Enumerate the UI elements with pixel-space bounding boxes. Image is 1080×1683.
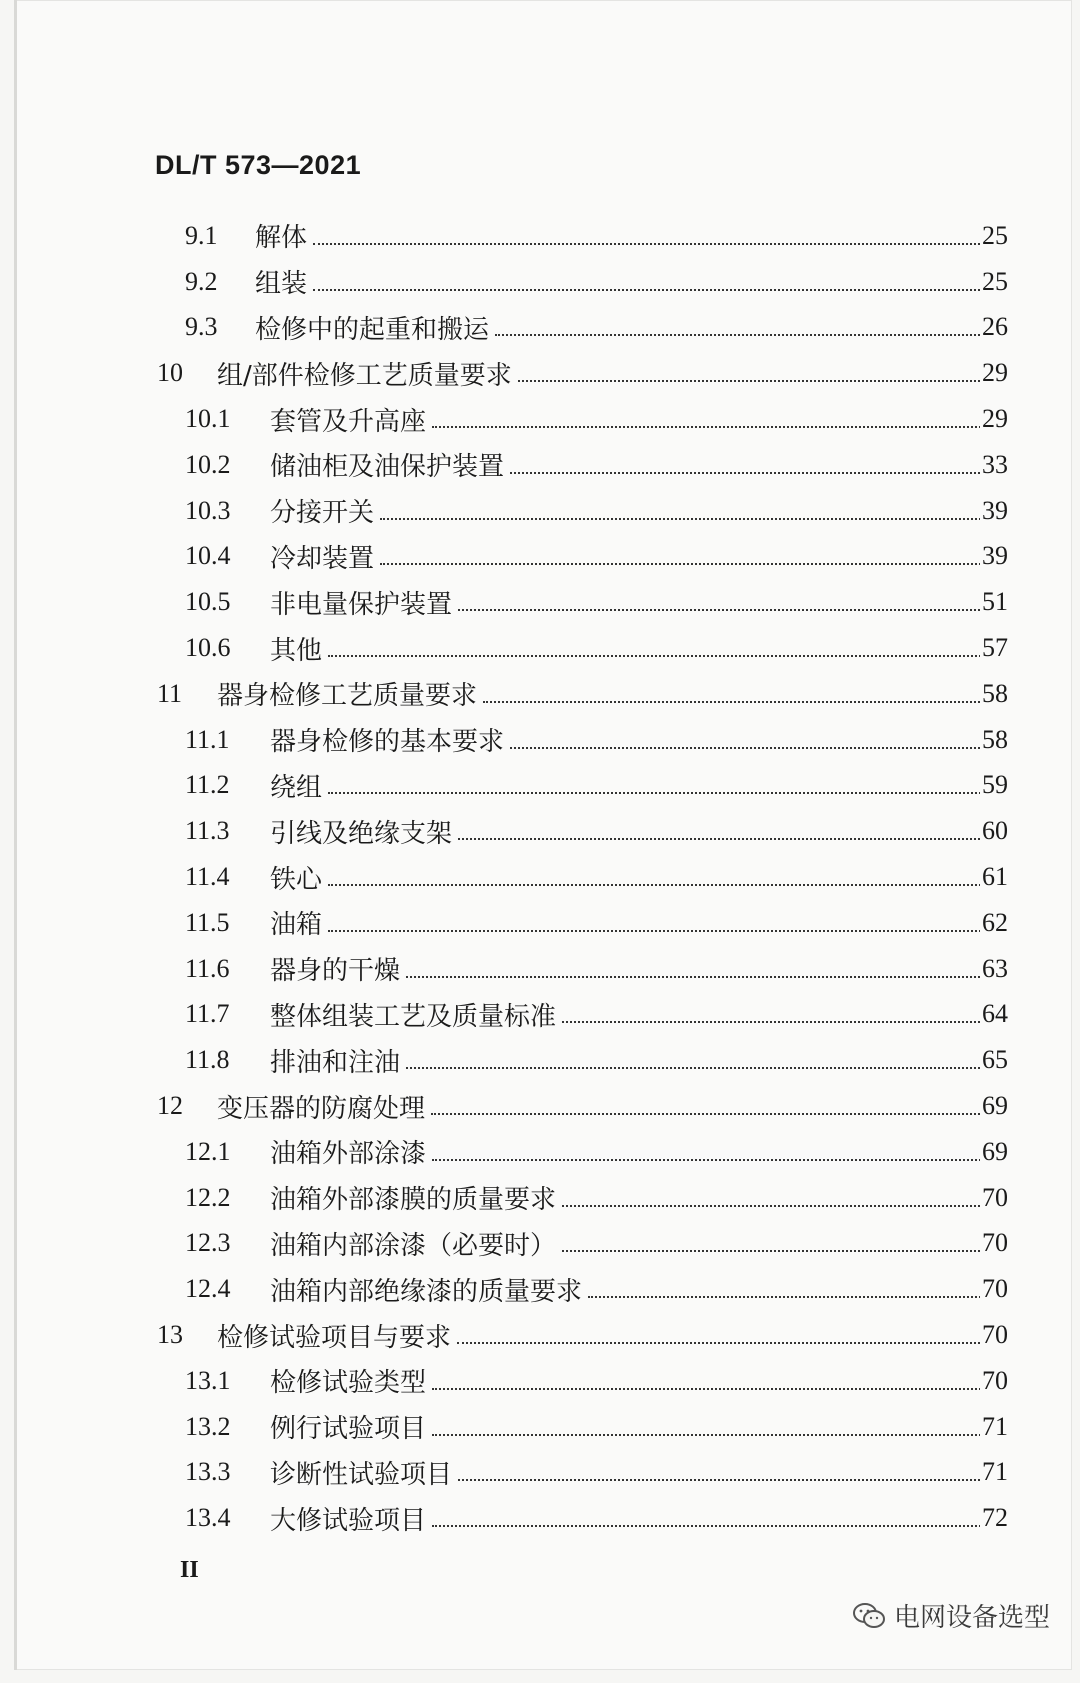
toc-entry-number: 10.6 [185, 633, 231, 663]
toc-entry-page: 58 [982, 678, 1008, 708]
leader-dots [328, 609, 992, 657]
toc-entry-page: 71 [982, 1457, 1008, 1487]
toc-entry-title: 例行试验项目 [270, 1408, 432, 1445]
leader-dots [431, 1067, 992, 1115]
toc-entry-number: 13.1 [185, 1365, 231, 1395]
toc-entry-number: 10 [157, 358, 183, 388]
toc-entry-title: 其他 [270, 630, 328, 667]
toc-entry-title: 冷却装置 [270, 538, 380, 575]
leader-dots [562, 1159, 992, 1207]
leader-dots [510, 426, 992, 474]
leader-dots [495, 289, 992, 337]
leader-dots [458, 1434, 992, 1482]
toc-entry-title: 整体组装工艺及质量标准 [270, 996, 562, 1033]
toc-entry-page: 29 [982, 358, 1008, 388]
toc-entry-title: 油箱外部漆膜的质量要求 [270, 1179, 562, 1216]
toc-entry-title: 引线及绝缘支架 [270, 813, 458, 850]
leader-dots [313, 243, 992, 291]
leader-dots [380, 518, 992, 566]
toc-entry-number: 10.5 [185, 587, 231, 617]
toc-entry-page: 57 [982, 633, 1008, 663]
toc-entry-page: 39 [982, 541, 1008, 571]
toc-entry-number: 11.4 [185, 862, 230, 892]
toc-entry-page: 58 [982, 724, 1008, 754]
toc-entry-page: 51 [982, 587, 1008, 617]
toc-entry-page: 26 [982, 312, 1008, 342]
leader-dots [328, 884, 992, 932]
leader-dots [432, 1113, 992, 1161]
leader-dots [406, 930, 992, 978]
leader-dots [510, 701, 992, 749]
toc-entry-number: 11.3 [185, 816, 230, 846]
toc-entry-page: 70 [982, 1320, 1008, 1350]
toc-entry-page: 70 [982, 1182, 1008, 1212]
toc-entry-number: 10.2 [185, 449, 231, 479]
leader-dots [562, 976, 992, 1024]
toc-entry-number: 9.3 [185, 312, 218, 342]
table-of-contents [0, 213, 1080, 1541]
toc-entry-number: 10.3 [185, 495, 231, 525]
leader-dots [483, 655, 992, 703]
leader-dots [406, 1021, 992, 1069]
toc-entry-title: 检修试验类型 [270, 1362, 432, 1399]
toc-entry-title: 器身检修工艺质量要求 [217, 675, 483, 712]
toc-entry-page: 59 [982, 770, 1008, 800]
toc-entry-title: 组/部件检修工艺质量要求 [217, 355, 518, 392]
toc-entry-number: 9.1 [185, 220, 218, 250]
toc-entry-number: 11 [157, 678, 183, 708]
leader-dots [328, 838, 992, 886]
toc-entry-number: 9.2 [185, 266, 218, 296]
leader-dots [562, 1205, 992, 1253]
toc-entry-title: 变压器的防腐处理 [217, 1088, 431, 1125]
toc-entry-title: 检修中的起重和搬运 [255, 309, 495, 346]
toc-entry-title: 油箱内部绝缘漆的质量要求 [270, 1271, 588, 1308]
toc-entry-page: 64 [982, 999, 1008, 1029]
toc-entry-page: 60 [982, 816, 1008, 846]
toc-entry-number: 13.2 [185, 1411, 231, 1441]
toc-entry-number: 13.3 [185, 1457, 231, 1487]
toc-entry-title: 油箱 [270, 904, 328, 941]
leader-dots [380, 472, 992, 520]
toc-entry-number: 11.2 [185, 770, 230, 800]
leader-dots [458, 563, 992, 611]
toc-entry-title: 器身检修的基本要求 [270, 721, 510, 758]
toc-entry-page: 72 [982, 1503, 1008, 1533]
toc-entry-number: 12.3 [185, 1228, 231, 1258]
toc-entry-page: 70 [982, 1228, 1008, 1258]
toc-entry-page: 71 [982, 1411, 1008, 1441]
toc-entry-page: 69 [982, 1136, 1008, 1166]
toc-entry-number: 10.1 [185, 404, 231, 434]
toc-entry-title: 铁心 [270, 859, 328, 896]
toc-entry-page: 33 [982, 449, 1008, 479]
leader-dots [518, 334, 992, 382]
toc-entry-title: 分接开关 [270, 492, 380, 529]
toc-entry-page: 65 [982, 1045, 1008, 1075]
page-number-footer: II [180, 1557, 199, 1583]
toc-entry-title: 器身的干燥 [270, 950, 406, 987]
toc-entry-page: 25 [982, 220, 1008, 250]
toc-entry-number: 12 [157, 1091, 183, 1121]
watermark [852, 1597, 1050, 1634]
toc-entry-page: 70 [982, 1365, 1008, 1395]
leader-dots [432, 1388, 992, 1436]
toc-entry-title: 组装 [255, 263, 313, 300]
leader-dots [432, 1479, 992, 1527]
toc-entry [0, 1495, 1080, 1541]
toc-entry-page: 62 [982, 907, 1008, 937]
toc-entry-page: 70 [982, 1274, 1008, 1304]
toc-entry-title: 非电量保护装置 [270, 584, 458, 621]
toc-entry-number: 12.1 [185, 1136, 231, 1166]
watermark-text: 电网设备选型 [893, 1603, 1050, 1633]
toc-entry-number: 11.8 [185, 1045, 230, 1075]
leader-dots [328, 747, 992, 795]
toc-entry-title: 诊断性试验项目 [270, 1454, 458, 1491]
toc-entry-title: 检修试验项目与要求 [217, 1317, 457, 1354]
toc-entry-number: 11.7 [185, 999, 230, 1029]
toc-entry-title: 解体 [255, 217, 313, 254]
toc-entry-page: 61 [982, 862, 1008, 892]
toc-entry-number: 12.2 [185, 1182, 231, 1212]
leader-dots [588, 1250, 992, 1298]
toc-entry-title: 大修试验项目 [270, 1500, 432, 1537]
leader-dots [313, 197, 992, 245]
toc-entry-page: 63 [982, 953, 1008, 983]
toc-entry-page: 39 [982, 495, 1008, 525]
toc-entry-title: 储油柜及油保护装置 [270, 446, 510, 483]
leader-dots [432, 1342, 992, 1390]
leader-dots [432, 380, 992, 428]
leader-dots [457, 1296, 992, 1344]
wechat-icon [852, 1602, 886, 1630]
toc-entry-title: 油箱内部涂漆（必要时） [270, 1225, 562, 1262]
leader-dots [458, 792, 992, 840]
toc-entry-title: 绕组 [270, 767, 328, 804]
toc-entry-number: 12.4 [185, 1274, 231, 1304]
standard-code: DL/T 573—2021 [155, 150, 362, 180]
toc-entry-number: 10.4 [185, 541, 231, 571]
toc-entry-number: 11.6 [185, 953, 230, 983]
toc-entry-page: 25 [982, 266, 1008, 296]
toc-entry-title: 套管及升高座 [270, 401, 432, 438]
toc-entry-number: 13 [157, 1320, 183, 1350]
toc-entry-page: 29 [982, 404, 1008, 434]
toc-entry-title: 油箱外部涂漆 [270, 1133, 432, 1170]
toc-entry-title: 排油和注油 [270, 1042, 406, 1079]
toc-entry-page: 69 [982, 1091, 1008, 1121]
toc-entry-number: 11.1 [185, 724, 230, 754]
toc-entry-number: 13.4 [185, 1503, 231, 1533]
toc-entry-number: 11.5 [185, 907, 230, 937]
